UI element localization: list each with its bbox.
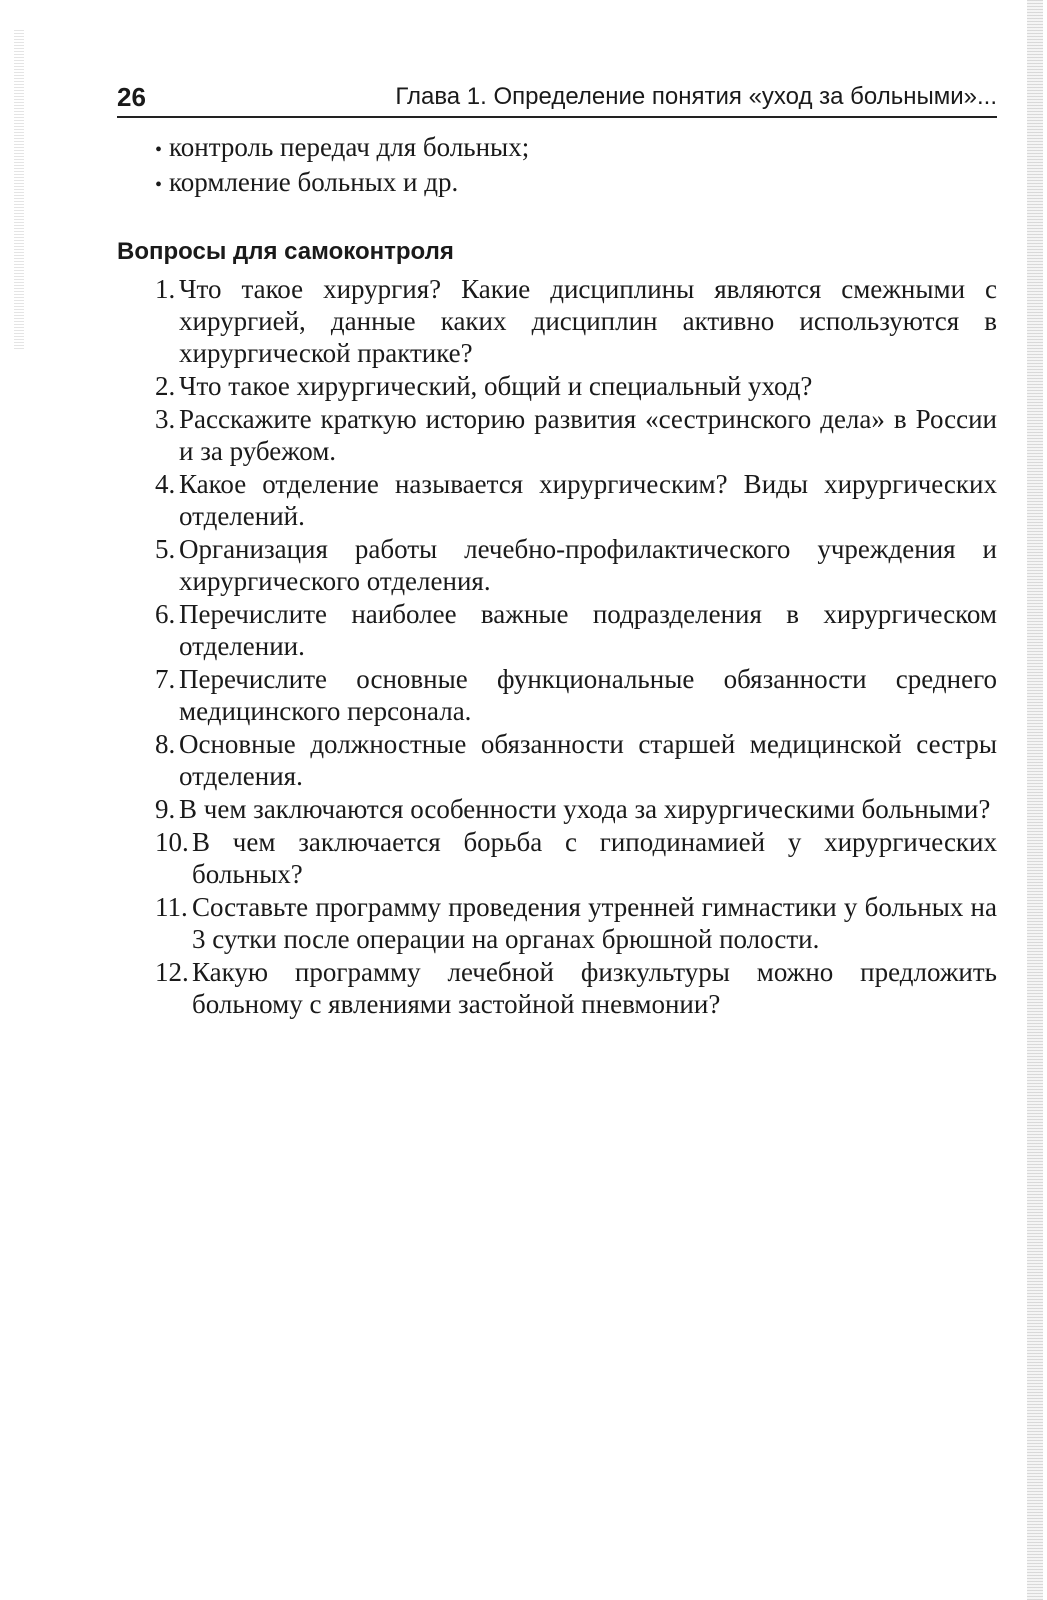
question-number: 4.: [155, 469, 176, 499]
scan-edge-left: [14, 30, 24, 350]
question-text: Что такое хирургия? Какие дисциплины являются смежными с хирургией, данные каких дисциплин активно используются в хирургической практике?: [179, 274, 997, 368]
question-text: Что такое хирургический, общий и специальный уход?: [179, 371, 813, 401]
question-item: [117, 468, 997, 532]
question-text: Основные должностные обязанности старшей медицинской сестры отделения.: [179, 729, 997, 791]
question-text: Расскажите краткую историю развития «сестринского дела» в России и за рубежом.: [179, 404, 997, 466]
question-item: [117, 403, 997, 467]
bullet-list: [155, 131, 529, 201]
question-number: 8.: [155, 729, 176, 759]
question-number: 3.: [155, 404, 176, 434]
bullet-item: [155, 166, 529, 201]
question-number: 2.: [155, 371, 176, 401]
question-number: 1.: [155, 274, 176, 304]
question-item: [117, 370, 997, 402]
question-number: 9.: [155, 794, 176, 824]
question-number: 12.: [155, 957, 189, 987]
question-text: Какое отделение называется хирургическим? Виды хирургических отделений.: [179, 469, 997, 531]
page-number: 26: [117, 82, 146, 112]
section-heading: Вопросы для самоконтроля: [117, 238, 454, 265]
question-item: [117, 891, 997, 955]
question-text: В чем заключается борьба с гиподинамией у хирургических больных?: [192, 827, 997, 889]
question-text: Перечислите наиболее важные подразделения в хирургическом отделении.: [179, 599, 997, 661]
question-item: [117, 598, 997, 662]
question-list: [117, 273, 997, 1021]
question-number: 10.: [155, 827, 189, 857]
bullet-text: контроль передач для больных;: [169, 132, 530, 162]
question-item: [117, 793, 997, 825]
bullet-item: [155, 131, 529, 166]
question-text: В чем заключаются особенности ухода за хирургическими больными?: [179, 794, 991, 824]
question-item: [117, 956, 997, 1020]
running-head: [117, 80, 997, 118]
question-text: Перечислите основные функциональные обязанности среднего медицинского персонала.: [179, 664, 997, 726]
question-number: 7.: [155, 664, 176, 694]
question-number: 5.: [155, 534, 176, 564]
question-text: Какую программу лечебной физкультуры можно предложить больному с явлениями застойной пневмонии?: [192, 957, 997, 1019]
question-item: [117, 728, 997, 792]
question-item: [117, 663, 997, 727]
bullet-text: кормление больных и др.: [169, 167, 459, 197]
question-item: [117, 273, 997, 369]
chapter-title: Глава 1. Определение понятия «уход за больными»...: [395, 83, 997, 110]
question-text: Организация работы лечебно-профилактического учреждения и хирургического отделения.: [179, 534, 997, 596]
question-number: 11.: [155, 892, 188, 922]
question-text: Составьте программу проведения утренней гимнастики у больных на 3 сутки после операции на органах брюшной полости.: [192, 892, 997, 954]
question-item: [117, 826, 997, 890]
scan-edge-right: [1027, 0, 1043, 1600]
question-item: [117, 533, 997, 597]
question-number: 6.: [155, 599, 176, 629]
